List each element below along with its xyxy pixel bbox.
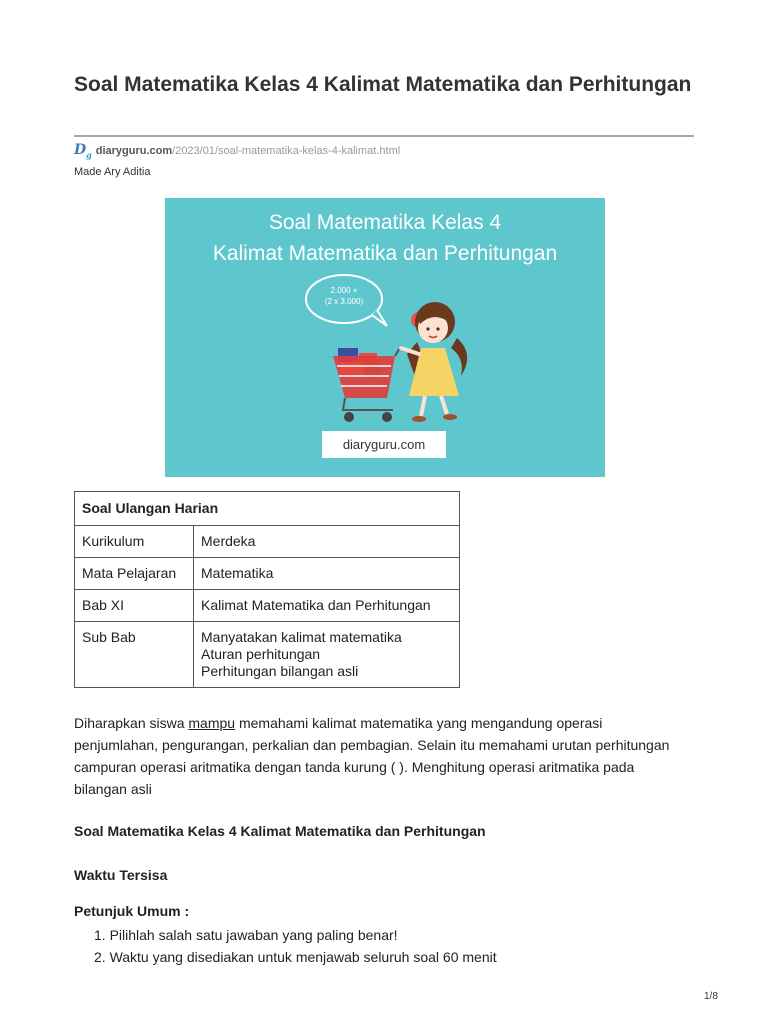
section-title: Soal Matematika Kelas 4 Kalimat Matematika dan Perhitungan [74,823,486,839]
table-row [75,622,460,688]
site-logo-icon: $D_g$ [74,142,92,160]
table-row [75,558,460,590]
instructions-list [74,924,497,968]
table-value: Matematika [194,558,460,590]
list-item: 1. Pilihlah salah satu jawaban yang paling benar! [94,927,398,943]
instructions-title: Petunjuk Umum : [74,903,190,919]
hero-title-line-2: Kalimat Matematika dan Perhitungan [212,242,558,265]
intro-underlined-word: mampu [188,715,236,731]
list-item: 2. Waktu yang disediakan untuk menjawab seluruh soal 60 menit [94,949,497,965]
table-key: Mata Pelajaran [75,558,194,590]
time-remaining-label: Waktu Tersisa [74,867,168,883]
page-number: 1/8 [704,991,718,1002]
sub-bab-item: Manyatakan kalimat matematika [201,629,402,645]
girl-icon [401,302,467,422]
intro-paragraph: Diharapkan siswa mampu memahami kalimat matematika yang mengandung operasi penjumlahan, pengurangan, perkalian dan pembagian. Selain itu memahami urutan perhitungan campuran operasi aritmatika dengan tanda kurung ( ). Menghitung operasi aritmatika pada bilangan asli [74,715,670,797]
source-line[interactable] [74,142,400,160]
shopping-cart-icon [333,346,401,422]
hero-image [165,198,605,477]
page-title: Soal Matematika Kelas 4 Kalimat Matematika dan Perhitungan [74,73,692,96]
table-value: Kalimat Matematika dan Perhitungan [194,590,460,622]
table-value [194,622,460,688]
title-divider [74,135,694,137]
speech-bubble-text: 2.000 + (2 x 3.000) [324,286,364,306]
hero-title-line-1: Soal Matematika Kelas 4 [268,211,502,234]
table-key: Bab XI [75,590,194,622]
table-value: Merdeka [194,526,460,558]
info-table [74,491,460,688]
table-header-row [75,492,460,526]
table-key: Kurikulum [75,526,194,558]
source-domain[interactable]: diaryguru.com [95,144,173,157]
source-path[interactable]: /2023/01/soal-matematika-kelas-4-kalimat.html [172,144,401,157]
table-row [75,526,460,558]
table-key: Sub Bab [75,622,194,688]
hero-site-badge: diaryguru.com [322,431,446,458]
table-header: Soal Ulangan Harian [75,492,460,526]
sub-bab-item: Aturan perhitungan [201,646,321,662]
author-name: Made Ary Aditia [74,166,151,178]
table-row [75,590,460,622]
sub-bab-item: Perhitungan bilangan asli [201,663,359,679]
